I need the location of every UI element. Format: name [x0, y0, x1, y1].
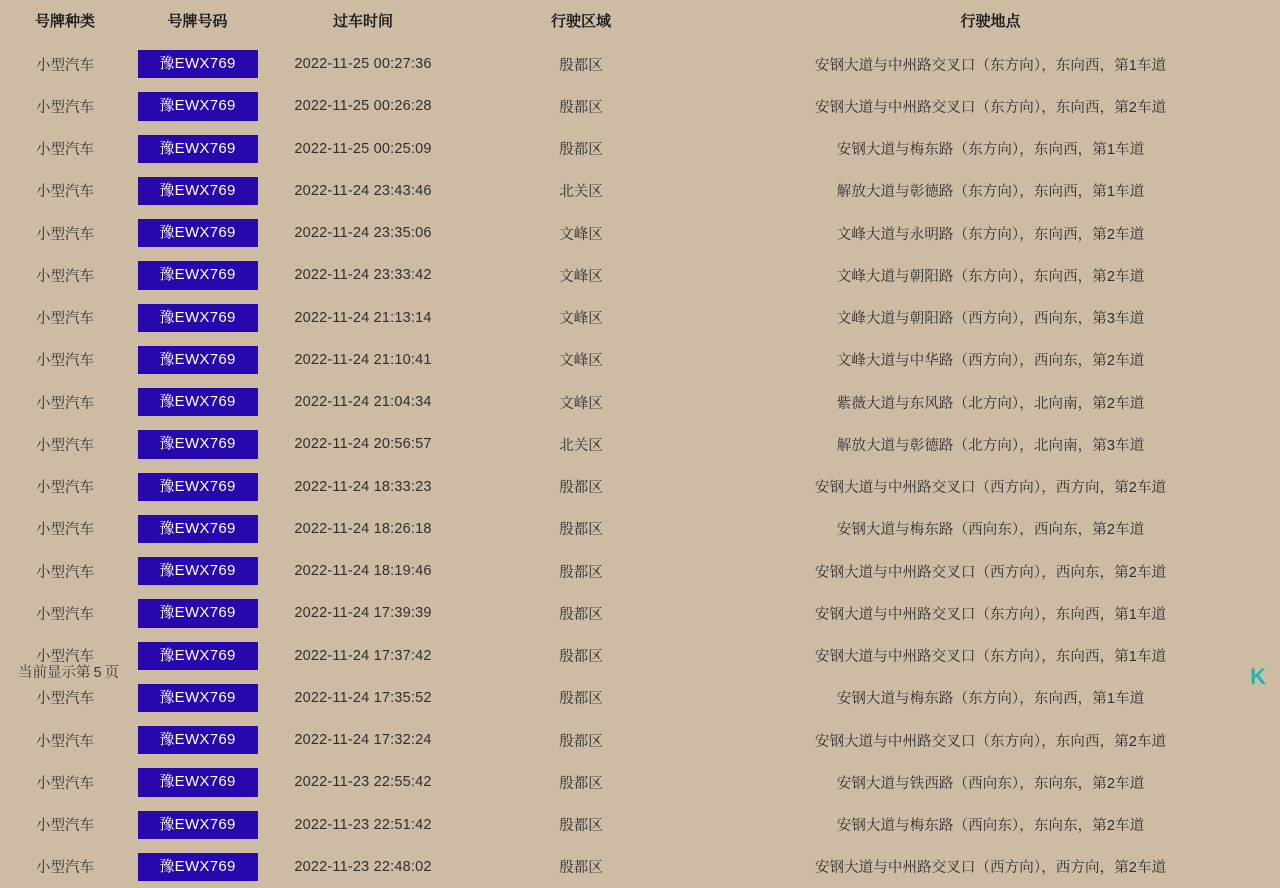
table-row[interactable]	[0, 254, 1280, 296]
table-row[interactable]	[0, 381, 1280, 423]
cell-plate-number	[130, 423, 265, 465]
plate-badge: 豫EWX769	[138, 557, 258, 585]
plate-badge: 豫EWX769	[138, 599, 258, 627]
cell-plate-type: 小型汽车	[36, 268, 94, 285]
cell-area: 殷都区	[559, 99, 603, 116]
table-row[interactable]	[0, 719, 1280, 761]
table-row[interactable]	[0, 85, 1280, 127]
table-row[interactable]	[0, 339, 1280, 381]
cell-area: 殷都区	[559, 522, 603, 539]
plate-badge: 豫EWX769	[138, 515, 258, 543]
column-header-location: 行驶地点	[960, 13, 1021, 30]
cell-plate-number	[130, 128, 265, 170]
plate-badge: 豫EWX769	[138, 346, 258, 374]
cell-plate-type: 小型汽车	[36, 184, 94, 201]
cell-area: 殷都区	[559, 691, 603, 708]
cell-pass-time: 2022-11-24 21:10:41	[294, 351, 432, 368]
cell-pass-time: 2022-11-23 22:51:42	[294, 816, 432, 833]
cell-area: 殷都区	[559, 775, 603, 792]
cell-plate-type: 小型汽车	[36, 142, 94, 159]
cell-plate-type: 小型汽车	[36, 818, 94, 835]
plate-badge: 豫EWX769	[138, 177, 258, 205]
cell-pass-time: 2022-11-24 18:19:46	[294, 563, 432, 580]
table-row[interactable]	[0, 846, 1280, 888]
plate-badge: 豫EWX769	[138, 261, 258, 289]
plate-badge: 豫EWX769	[138, 473, 258, 501]
cell-location: 文峰大道与永明路（东方向），东向西，第2车道	[836, 226, 1145, 243]
cell-pass-time: 2022-11-25 00:27:36	[294, 56, 432, 73]
table-row[interactable]	[0, 635, 1280, 677]
cell-plate-type: 小型汽车	[36, 395, 94, 412]
cell-plate-type: 小型汽车	[36, 649, 94, 666]
pagination-status	[18, 661, 119, 682]
cell-location: 文峰大道与中华路（西方向），西向东，第2车道	[836, 353, 1145, 370]
cell-pass-time: 2022-11-24 21:04:34	[294, 394, 432, 411]
cell-location: 安钢大道与梅东路（西向东），西向东，第2车道	[836, 522, 1145, 539]
cell-plate-number	[130, 635, 265, 677]
cell-location: 紫薇大道与东风路（北方向），北向南，第2车道	[836, 395, 1145, 412]
cell-location: 解放大道与彰德路（东方向），东向西，第1车道	[836, 184, 1145, 201]
plate-badge: 豫EWX769	[138, 642, 258, 670]
cell-area: 北关区	[559, 184, 603, 201]
plate-badge: 豫EWX769	[138, 726, 258, 754]
cell-pass-time: 2022-11-24 23:35:06	[294, 225, 432, 242]
cell-location: 安钢大道与中州路交叉口（东方向），东向西，第1车道	[814, 57, 1167, 74]
cell-plate-number	[130, 381, 265, 423]
cell-plate-type: 小型汽车	[36, 99, 94, 116]
plate-badge: 豫EWX769	[138, 50, 258, 78]
plate-badge: 豫EWX769	[138, 92, 258, 120]
cell-location: 安钢大道与梅东路（东方向），东向西，第1车道	[836, 691, 1145, 708]
cell-location: 安钢大道与铁西路（西向东），东向东，第2车道	[836, 775, 1145, 792]
cell-plate-number	[130, 761, 265, 803]
table-row[interactable]	[0, 592, 1280, 634]
plate-badge: 豫EWX769	[138, 768, 258, 796]
cell-pass-time: 2022-11-24 17:35:52	[294, 689, 432, 706]
plate-badge: 豫EWX769	[138, 853, 258, 881]
cell-plate-number	[130, 508, 265, 550]
cell-location: 安钢大道与中州路交叉口（西方向），西方向，第2车道	[814, 860, 1167, 877]
cell-plate-number	[130, 846, 265, 888]
column-header-plate-number: 号牌号码	[167, 13, 228, 30]
cell-area: 殷都区	[559, 564, 603, 581]
cell-location: 安钢大道与梅东路（西向东），东向东，第2车道	[836, 818, 1145, 835]
cell-location: 安钢大道与中州路交叉口（东方向），东向西，第1车道	[814, 606, 1167, 623]
cell-location: 安钢大道与中州路交叉口（东方向），东向西，第2车道	[814, 733, 1167, 750]
cell-area: 殷都区	[559, 57, 603, 74]
column-header-pass-time: 过车时间	[332, 13, 393, 30]
cell-plate-number	[130, 466, 265, 508]
cell-area: 殷都区	[559, 733, 603, 750]
cell-location: 文峰大道与朝阳路（东方向），东向西，第2车道	[836, 268, 1145, 285]
cell-plate-type: 小型汽车	[36, 522, 94, 539]
cell-location: 解放大道与彰德路（北方向），北向南，第3车道	[836, 437, 1145, 454]
cell-pass-time: 2022-11-24 17:37:42	[294, 647, 432, 664]
cell-plate-type: 小型汽车	[36, 311, 94, 328]
cell-pass-time: 2022-11-25 00:25:09	[294, 140, 432, 157]
plate-badge: 豫EWX769	[138, 388, 258, 416]
cell-location: 安钢大道与梅东路（东方向），东向西，第1车道	[836, 142, 1145, 159]
cell-plate-number	[130, 339, 265, 381]
cell-plate-type: 小型汽车	[36, 775, 94, 792]
cell-plate-number	[130, 677, 265, 719]
cell-plate-number	[130, 550, 265, 592]
cell-pass-time: 2022-11-24 18:26:18	[294, 520, 432, 537]
cell-plate-type: 小型汽车	[36, 606, 94, 623]
cell-plate-type: 小型汽车	[36, 437, 94, 454]
cell-area: 文峰区	[559, 395, 603, 412]
cell-area: 北关区	[559, 437, 603, 454]
cell-area: 殷都区	[559, 142, 603, 159]
cell-location: 安钢大道与中州路交叉口（西方向），西方向，第2车道	[814, 480, 1167, 497]
cell-plate-type: 小型汽车	[36, 57, 94, 74]
table-header	[0, 0, 1280, 43]
cell-plate-number	[130, 592, 265, 634]
table-row[interactable]	[0, 677, 1280, 719]
cell-location: 安钢大道与中州路交叉口（东方向），东向西，第1车道	[814, 649, 1167, 666]
cell-area: 文峰区	[559, 226, 603, 243]
cell-pass-time: 2022-11-24 20:56:57	[294, 436, 432, 453]
plate-badge: 豫EWX769	[138, 219, 258, 247]
table-body	[0, 43, 1280, 888]
table-row[interactable]	[0, 423, 1280, 465]
cell-plate-type: 小型汽车	[36, 860, 94, 877]
cell-location: 安钢大道与中州路交叉口（东方向），东向西，第2车道	[814, 99, 1167, 116]
pagination-prefix: 当前显示第	[18, 665, 91, 681]
cell-plate-number	[130, 297, 265, 339]
column-header-area: 行驶区域	[550, 13, 611, 30]
plate-badge: 豫EWX769	[138, 430, 258, 458]
table-row[interactable]	[0, 466, 1280, 508]
table-row[interactable]	[0, 550, 1280, 592]
table-header-row	[0, 0, 1280, 43]
cell-plate-number	[130, 212, 265, 254]
table-row[interactable]	[0, 297, 1280, 339]
cell-area: 殷都区	[559, 649, 603, 666]
table-row[interactable]	[0, 128, 1280, 170]
cell-area: 文峰区	[559, 353, 603, 370]
table-row[interactable]	[0, 804, 1280, 846]
table-row[interactable]	[0, 761, 1280, 803]
cell-plate-type: 小型汽车	[36, 691, 94, 708]
cell-plate-type: 小型汽车	[36, 733, 94, 750]
cell-pass-time: 2022-11-23 22:48:02	[294, 858, 432, 875]
cell-area: 殷都区	[559, 818, 603, 835]
cell-pass-time: 2022-11-24 18:33:23	[294, 478, 432, 495]
cell-pass-time: 2022-11-24 17:32:24	[294, 732, 432, 749]
cell-plate-number	[130, 254, 265, 296]
cell-area: 殷都区	[559, 480, 603, 497]
pagination-page-number: 5	[93, 665, 102, 681]
cell-plate-type: 小型汽车	[36, 480, 94, 497]
cell-area: 殷都区	[559, 606, 603, 623]
column-header-plate-type: 号牌种类	[34, 13, 95, 30]
plate-badge: 豫EWX769	[138, 135, 258, 163]
cell-area: 文峰区	[559, 311, 603, 328]
table-row[interactable]	[0, 508, 1280, 550]
table-row[interactable]	[0, 170, 1280, 212]
plate-badge: 豫EWX769	[138, 304, 258, 332]
cell-location: 文峰大道与朝阳路（西方向），西向东，第3车道	[836, 311, 1145, 328]
cell-plate-type: 小型汽车	[36, 564, 94, 581]
cell-plate-number	[130, 804, 265, 846]
table-row[interactable]	[0, 212, 1280, 254]
cell-plate-type: 小型汽车	[36, 353, 94, 370]
cell-area: 文峰区	[559, 268, 603, 285]
plate-badge: 豫EWX769	[138, 684, 258, 712]
cell-pass-time: 2022-11-24 23:43:46	[294, 182, 432, 199]
plate-badge: 豫EWX769	[138, 811, 258, 839]
cell-pass-time: 2022-11-25 00:26:28	[294, 98, 432, 115]
cell-pass-time: 2022-11-24 23:33:42	[294, 267, 432, 284]
cell-plate-type: 小型汽车	[36, 226, 94, 243]
pagination-suffix: 页	[104, 665, 120, 681]
cell-plate-number	[130, 85, 265, 127]
watermark-logo: K	[1250, 664, 1266, 689]
cell-pass-time: 2022-11-24 21:13:14	[294, 309, 432, 326]
cell-area: 殷都区	[559, 860, 603, 877]
table-row[interactable]	[0, 43, 1280, 85]
cell-pass-time: 2022-11-24 17:39:39	[294, 605, 432, 622]
cell-location: 安钢大道与中州路交叉口（西方向），西向东，第2车道	[814, 564, 1167, 581]
cell-plate-number	[130, 719, 265, 761]
cell-plate-number	[130, 170, 265, 212]
cell-pass-time: 2022-11-23 22:55:42	[294, 774, 432, 791]
cell-plate-number	[130, 43, 265, 85]
